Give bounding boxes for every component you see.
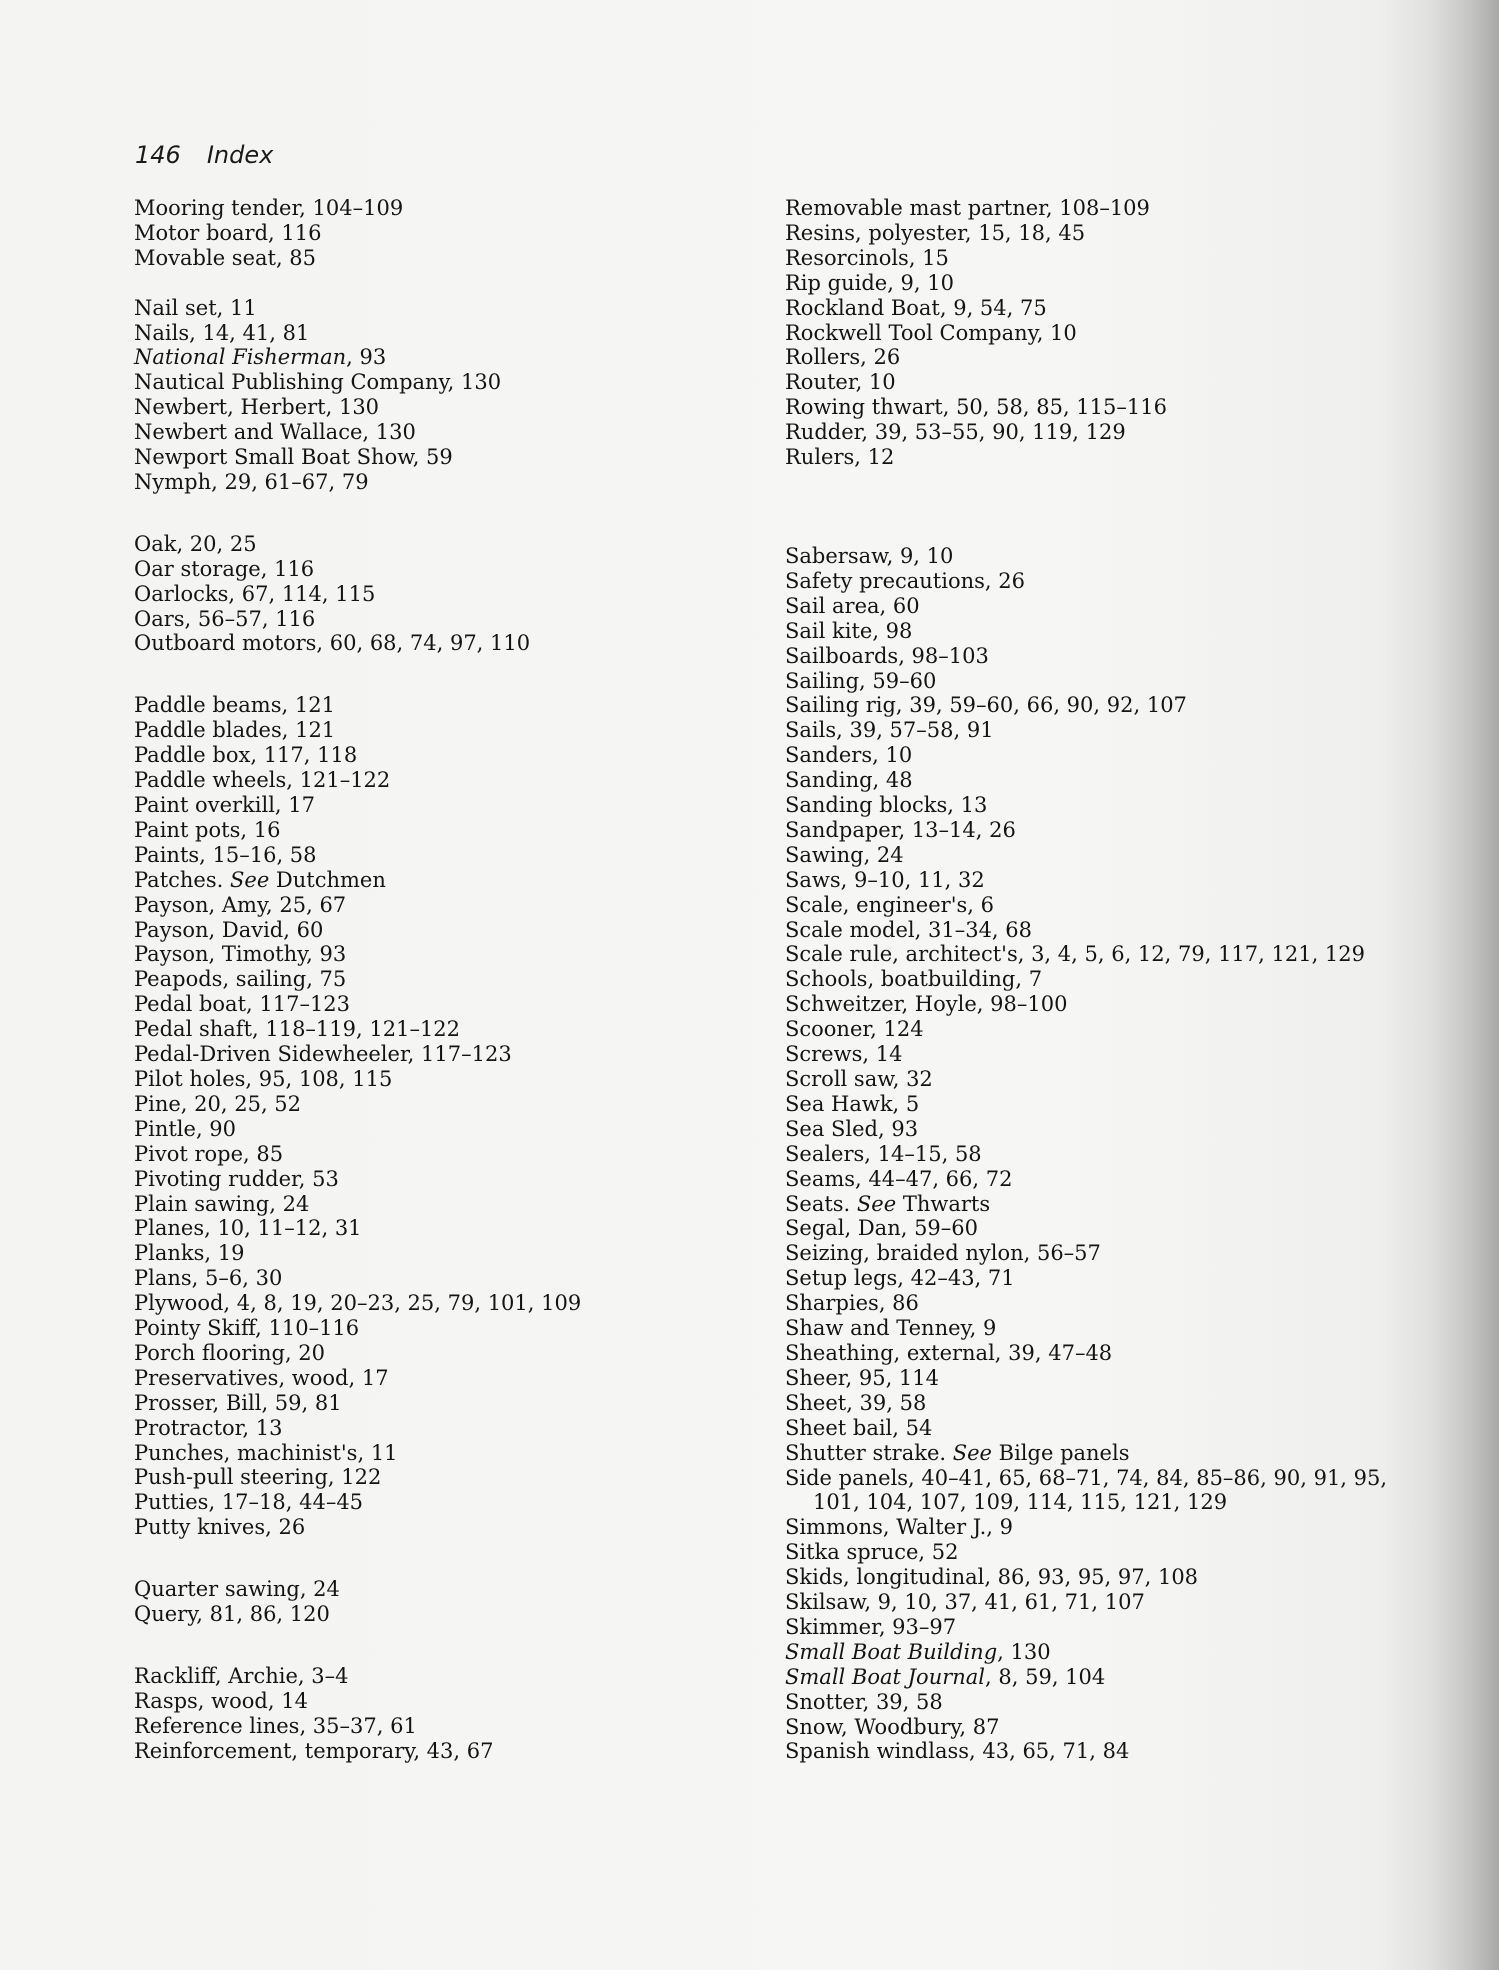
- index-entry: [785, 693, 1425, 718]
- index-entry: [785, 1241, 1425, 1266]
- letter-section-gap: [134, 656, 774, 693]
- index-entry-text: Payson, Amy, 25, 67: [134, 892, 347, 917]
- index-entry-text: Movable seat, 85: [134, 245, 317, 270]
- index-entry: [785, 619, 1425, 644]
- index-entry-text: Payson, Timothy, 93: [134, 942, 347, 967]
- index-entry: [785, 569, 1425, 594]
- index-entry-text: Snotter, 39, 58: [785, 1689, 943, 1714]
- index-entry-text: Reference lines, 35–37, 61: [134, 1713, 417, 1738]
- index-entry-text: Simmons, Walter J., 9: [785, 1515, 1013, 1540]
- index-entry-text: Dutchmen: [269, 867, 386, 892]
- index-entry: [134, 992, 774, 1017]
- index-entry-text: Snow, Woodbury, 87: [785, 1714, 1000, 1739]
- index-entry: [134, 445, 774, 470]
- index-entry-text: Scroll saw, 32: [785, 1067, 933, 1091]
- index-entry: [785, 1739, 1425, 1764]
- index-entry-italic-text: See: [856, 1191, 897, 1216]
- index-entry: [785, 1291, 1425, 1316]
- index-entry: [785, 370, 1425, 395]
- index-entry: [134, 1266, 774, 1291]
- index-entry: [134, 718, 774, 743]
- index-column-right: [785, 196, 1425, 1764]
- index-entry: [785, 718, 1425, 743]
- index-entry-text: Scale model, 31–34, 68: [785, 917, 1032, 942]
- index-entry-text: Scale, engineer's, 6: [785, 892, 994, 917]
- index-entry-text: Pivot rope, 85: [134, 1141, 284, 1166]
- index-entry: [134, 1465, 774, 1490]
- index-entry: [785, 1615, 1425, 1640]
- index-entry: [785, 445, 1425, 470]
- index-entry: [785, 992, 1425, 1017]
- index-entry-italic-text: National Fisherman: [134, 345, 347, 370]
- index-entry: [134, 196, 774, 221]
- index-entry-text: Query, 81, 86, 120: [134, 1602, 330, 1627]
- index-entry: [785, 1466, 1425, 1516]
- index-entry: [785, 818, 1425, 843]
- index-entry-text: Sea Hawk, 5: [785, 1091, 920, 1116]
- index-entry-text: Scale rule, architect's, 3, 4, 5, 6, 12, 79, 117, 121, 129: [785, 942, 1366, 967]
- index-entry-text: Nail set, 11: [134, 295, 257, 320]
- index-entry-text: Punches, machinist's, 11: [134, 1440, 398, 1465]
- index-entry: [785, 843, 1425, 868]
- index-entry: [785, 196, 1425, 221]
- index-entry: [785, 1515, 1425, 1540]
- index-entry: [785, 669, 1425, 694]
- index-entry: [134, 395, 774, 420]
- index-entry-text: Rulers, 12: [785, 445, 895, 470]
- index-entry: [134, 1602, 774, 1627]
- index-entry-text: Pine, 20, 25, 52: [134, 1091, 302, 1116]
- page-number: 146: [135, 141, 181, 169]
- index-entry: [785, 967, 1425, 992]
- index-entry-text: Resorcinols, 15: [785, 245, 949, 270]
- index-entry-text: Newbert and Wallace, 130: [134, 420, 416, 445]
- index-entry-text: Rowing thwart, 50, 58, 85, 115–116: [785, 395, 1167, 420]
- index-entry-text: Paints, 15–16, 58: [134, 842, 317, 867]
- letter-section-gap: [134, 1540, 774, 1577]
- index-entry-text: Segal, Dan, 59–60: [785, 1216, 979, 1241]
- index-entry: [785, 1565, 1425, 1590]
- index-entry-text: Newport Small Boat Show, 59: [134, 445, 453, 470]
- index-entry-text: Payson, David, 60: [134, 917, 324, 942]
- index-entry: [134, 296, 774, 321]
- index-entry-text: Planks, 19: [134, 1241, 245, 1266]
- index-entry: [134, 818, 774, 843]
- index-entry-text: Sailing rig, 39, 59–60, 66, 90, 92, 107: [785, 693, 1187, 718]
- index-entry: [785, 793, 1425, 818]
- index-entry-text: Sheathing, external, 39, 47–48: [785, 1340, 1113, 1365]
- index-entry-text: Skimmer, 93–97: [785, 1614, 957, 1639]
- index-entry-text: Plywood, 4, 8, 19, 20–23, 25, 79, 101, 109: [134, 1291, 582, 1316]
- index-entry: [785, 395, 1425, 420]
- index-entry-text: Oak, 20, 25: [134, 531, 257, 556]
- index-entry: [785, 1266, 1425, 1291]
- index-entry-text: Pintle, 90: [134, 1116, 237, 1141]
- index-entry: [134, 370, 774, 395]
- index-entry-text: Safety precautions, 26: [785, 568, 1025, 593]
- index-entry-text: Sealers, 14–15, 58: [785, 1141, 982, 1166]
- index-entry: [134, 1664, 774, 1689]
- index-entry-text: Schweitzer, Hoyle, 98–100: [785, 992, 1068, 1017]
- index-entry: [785, 918, 1425, 943]
- index-entry: [785, 1416, 1425, 1441]
- index-entry: [134, 1577, 774, 1602]
- index-entry: [134, 532, 774, 557]
- index-entry: [785, 296, 1425, 321]
- index-entry: [134, 557, 774, 582]
- index-entry-text: Spanish windlass, 43, 65, 71, 84: [785, 1739, 1130, 1764]
- index-entry: [134, 1316, 774, 1341]
- index-entry: [785, 1640, 1425, 1665]
- index-entry-text: Saws, 9–10, 11, 32: [785, 867, 985, 892]
- index-entry-text: Shaw and Tenney, 9: [785, 1316, 997, 1341]
- index-entry: [134, 470, 774, 495]
- index-entry-italic-text: Small Boat Journal: [785, 1664, 986, 1689]
- index-entry-text: Putty knives, 26: [134, 1515, 306, 1540]
- index-entry-text: Rockland Boat, 9, 54, 75: [785, 295, 1047, 320]
- index-entry: [785, 1316, 1425, 1341]
- index-entry-text: Sabersaw, 9, 10: [785, 543, 954, 568]
- index-entry-text: Pedal shaft, 118–119, 121–122: [134, 1017, 461, 1042]
- index-entry-italic-text: See: [230, 867, 270, 892]
- index-entry-text: Reinforcement, temporary, 43, 67: [134, 1738, 494, 1763]
- index-entry-text: Motor board, 116: [134, 220, 322, 245]
- index-entry-text: Skids, longitudinal, 86, 93, 95, 97, 108: [785, 1565, 1199, 1590]
- index-entry: [785, 271, 1425, 296]
- index-entry: [134, 246, 774, 271]
- index-entry: [785, 1067, 1425, 1092]
- index-entry: [134, 420, 774, 445]
- index-entry-text: Nymph, 29, 61–67, 79: [134, 469, 369, 494]
- index-entry-text: Oarlocks, 67, 114, 115: [134, 581, 376, 606]
- index-entry-text: Paddle beams, 121: [134, 693, 335, 718]
- index-entry: [785, 345, 1425, 370]
- index-entry: [134, 1167, 774, 1192]
- index-entry: [134, 893, 774, 918]
- index-entry: [785, 942, 1425, 967]
- index-entry: [134, 1142, 774, 1167]
- index-entry: [134, 1714, 774, 1739]
- index-entry-text: Peapods, sailing, 75: [134, 967, 347, 992]
- index-entry-text: Sitka spruce, 52: [785, 1540, 959, 1565]
- index-entry: [134, 942, 774, 967]
- index-entry: [134, 1366, 774, 1391]
- letter-section-gap: [134, 271, 774, 296]
- index-entry: [134, 607, 774, 632]
- index-entry: [134, 1067, 774, 1092]
- index-entry: [785, 893, 1425, 918]
- index-entry: [134, 1092, 774, 1117]
- index-entry-text: Sheer, 95, 114: [785, 1365, 940, 1390]
- index-entry-text: Sharpies, 86: [785, 1291, 919, 1316]
- index-entry: [134, 1241, 774, 1266]
- index-entry-text: Sea Sled, 93: [785, 1116, 919, 1141]
- index-entry-text: Sail area, 60: [785, 593, 920, 618]
- index-entry: [134, 1192, 774, 1217]
- index-entry: [134, 1441, 774, 1466]
- index-entry: [134, 1042, 774, 1067]
- index-entry-text: Patches.: [134, 867, 230, 892]
- index-entry: [785, 1715, 1425, 1740]
- index-entry: [134, 1739, 774, 1764]
- index-entry-text: Mooring tender, 104–109: [134, 196, 404, 220]
- index-entry: [785, 1142, 1425, 1167]
- index-entry-text: Rollers, 26: [785, 345, 901, 370]
- index-entry: [134, 1515, 774, 1540]
- index-entry-text: Side panels, 40–41, 65, 68–71, 74, 84, 85–86, 90, 91, 95, 101, 104, 107, 109, 114, 115, 121, 129: [785, 1465, 1388, 1515]
- index-entry-text: Rudder, 39, 53–55, 90, 119, 129: [785, 420, 1126, 445]
- index-entry: [134, 868, 774, 893]
- index-entry-text: Pointy Skiff, 110–116: [134, 1316, 360, 1341]
- index-entry-text: Oars, 56–57, 116: [134, 606, 316, 631]
- index-entry: [134, 1017, 774, 1042]
- index-entry-text: Protractor, 13: [134, 1415, 283, 1440]
- index-entry-text: Sanders, 10: [785, 743, 913, 768]
- index-entry: [134, 1291, 774, 1316]
- index-entry-text: Paddle wheels, 121–122: [134, 768, 391, 793]
- index-entry-text: Sheet bail, 54: [785, 1415, 933, 1440]
- index-entry: [785, 1366, 1425, 1391]
- index-entry-text: Plain sawing, 24: [134, 1191, 310, 1216]
- index-entry-text: Rasps, wood, 14: [134, 1688, 308, 1713]
- index-entry: [785, 1441, 1425, 1466]
- index-entry-text: Shutter strake.: [785, 1440, 953, 1465]
- index-entry: [134, 793, 774, 818]
- index-entry-text: Sailboards, 98–103: [785, 643, 989, 668]
- index-entry: [134, 1391, 774, 1416]
- index-entry-text: Seams, 44–47, 66, 72: [785, 1166, 1013, 1191]
- index-entry: [134, 1490, 774, 1515]
- index-entry-text: Sails, 39, 57–58, 91: [785, 718, 994, 743]
- index-entry-text: Screws, 14: [785, 1042, 903, 1067]
- index-entry-text: Sawing, 24: [785, 842, 904, 867]
- index-entry-text: Schools, boatbuilding, 7: [785, 967, 1043, 992]
- index-entry-text: Paddle box, 117, 118: [134, 743, 358, 768]
- index-entry-text: Outboard motors, 60, 68, 74, 97, 110: [134, 631, 531, 656]
- index-entry: [785, 743, 1425, 768]
- index-entry: [134, 1416, 774, 1441]
- index-entry: [134, 918, 774, 943]
- index-entry-text: Nautical Publishing Company, 130: [134, 370, 502, 395]
- index-entry-text: Quarter sawing, 24: [134, 1577, 340, 1602]
- index-entry: [785, 1216, 1425, 1241]
- index-entry-text: Pedal boat, 117–123: [134, 992, 351, 1017]
- index-entry-text: Pedal-Driven Sidewheeler, 117–123: [134, 1042, 512, 1067]
- index-entry: [134, 768, 774, 793]
- index-entry: [134, 321, 774, 346]
- index-entry: [785, 420, 1425, 445]
- index-entry-text: Sail kite, 98: [785, 618, 913, 643]
- index-entry: [785, 644, 1425, 669]
- running-header: [135, 141, 273, 169]
- index-entry-text: Pivoting rudder, 53: [134, 1166, 339, 1191]
- index-entry-text: Sanding blocks, 13: [785, 793, 988, 818]
- index-entry: [785, 246, 1425, 271]
- index-entry: [134, 843, 774, 868]
- index-entry: [134, 631, 774, 656]
- letter-section-gap: [134, 1627, 774, 1664]
- index-entry: [134, 582, 774, 607]
- index-entry-text: Thwarts: [896, 1191, 991, 1216]
- index-entry: [785, 594, 1425, 619]
- index-entry: [134, 1689, 774, 1714]
- index-entry: [785, 1341, 1425, 1366]
- index-entry: [785, 1540, 1425, 1565]
- index-entry: [785, 544, 1425, 569]
- index-entry: [785, 1665, 1425, 1690]
- page-edge-shadow: [1429, 0, 1499, 1970]
- index-entry: [785, 1192, 1425, 1217]
- index-entry: [785, 1590, 1425, 1615]
- index-entry: [785, 768, 1425, 793]
- index-entry-text: Scooner, 124: [785, 1017, 924, 1042]
- index-entry-text: Setup legs, 42–43, 71: [785, 1266, 1015, 1291]
- letter-section-gap: [785, 507, 1425, 544]
- index-entry: [785, 868, 1425, 893]
- index-entry: [134, 345, 774, 370]
- index-entry: [785, 1017, 1425, 1042]
- index-entry: [785, 1391, 1425, 1416]
- index-entry-text: Push-pull steering, 122: [134, 1465, 382, 1490]
- index-entry-text: Planes, 10, 11–12, 31: [134, 1216, 362, 1241]
- index-entry: [134, 693, 774, 718]
- index-entry-text: Porch flooring, 20: [134, 1340, 326, 1365]
- index-entry-text: Sanding, 48: [785, 768, 913, 793]
- index-entry: [134, 221, 774, 246]
- index-entry-text: Paint overkill, 17: [134, 793, 315, 818]
- index-entry: [785, 1092, 1425, 1117]
- index-column-left: [134, 196, 774, 1764]
- index-entry-text: Oar storage, 116: [134, 556, 315, 581]
- index-entry-text: Rackliff, Archie, 3–4: [134, 1664, 349, 1689]
- index-entry-text: Sheet, 39, 58: [785, 1390, 927, 1415]
- index-entry-text: Prosser, Bill, 59, 81: [134, 1390, 342, 1415]
- index-entry-text: Putties, 17–18, 44–45: [134, 1490, 364, 1515]
- index-entry-text: Skilsaw, 9, 10, 37, 41, 61, 71, 107: [785, 1590, 1145, 1615]
- index-entry-text: Sailing, 59–60: [785, 668, 937, 693]
- index-entry-text: Preservatives, wood, 17: [134, 1365, 389, 1390]
- index-entry-text: Pilot holes, 95, 108, 115: [134, 1066, 393, 1091]
- index-entry: [134, 743, 774, 768]
- index-entry-text: Paint pots, 16: [134, 817, 281, 842]
- index-entry-text: Paddle blades, 121: [134, 718, 336, 743]
- index-entry-text: Rip guide, 9, 10: [785, 270, 954, 295]
- index-entry-text: Nails, 14, 41, 81: [134, 320, 310, 345]
- index-entry-text: Router, 10: [785, 370, 896, 395]
- header-title: Index: [206, 141, 274, 169]
- index-entry: [785, 1117, 1425, 1142]
- index-entry-text: Sandpaper, 13–14, 26: [785, 817, 1016, 842]
- index-entry-text: Resins, polyester, 15, 18, 45: [785, 220, 1086, 245]
- index-entry-text: Seizing, braided nylon, 56–57: [785, 1241, 1101, 1266]
- index-entry-text: , 93: [346, 345, 387, 370]
- letter-section-gap: [785, 470, 1425, 507]
- index-entry-italic-text: Small Boat Building: [785, 1639, 998, 1664]
- index-entry-text: Seats.: [785, 1191, 857, 1216]
- index-entry: [134, 1216, 774, 1241]
- index-entry: [134, 1341, 774, 1366]
- index-entry: [785, 1042, 1425, 1067]
- index-entry: [785, 1690, 1425, 1715]
- index-entry-italic-text: See: [952, 1440, 992, 1465]
- index-entry: [785, 321, 1425, 346]
- index-entry-text: Rockwell Tool Company, 10: [785, 320, 1077, 345]
- index-entry: [134, 967, 774, 992]
- index-entry-text: , 130: [997, 1639, 1051, 1664]
- index-entry-text: Plans, 5–6, 30: [134, 1266, 283, 1291]
- index-entry: [134, 1117, 774, 1142]
- index-entry-text: Removable mast partner, 108–109: [785, 196, 1150, 220]
- letter-section-gap: [134, 495, 774, 532]
- index-entry-text: Bilge panels: [991, 1440, 1130, 1465]
- index-entry-text: Newbert, Herbert, 130: [134, 395, 380, 420]
- index-entry: [785, 1167, 1425, 1192]
- index-entry: [785, 221, 1425, 246]
- index-entry-text: , 8, 59, 104: [985, 1664, 1106, 1689]
